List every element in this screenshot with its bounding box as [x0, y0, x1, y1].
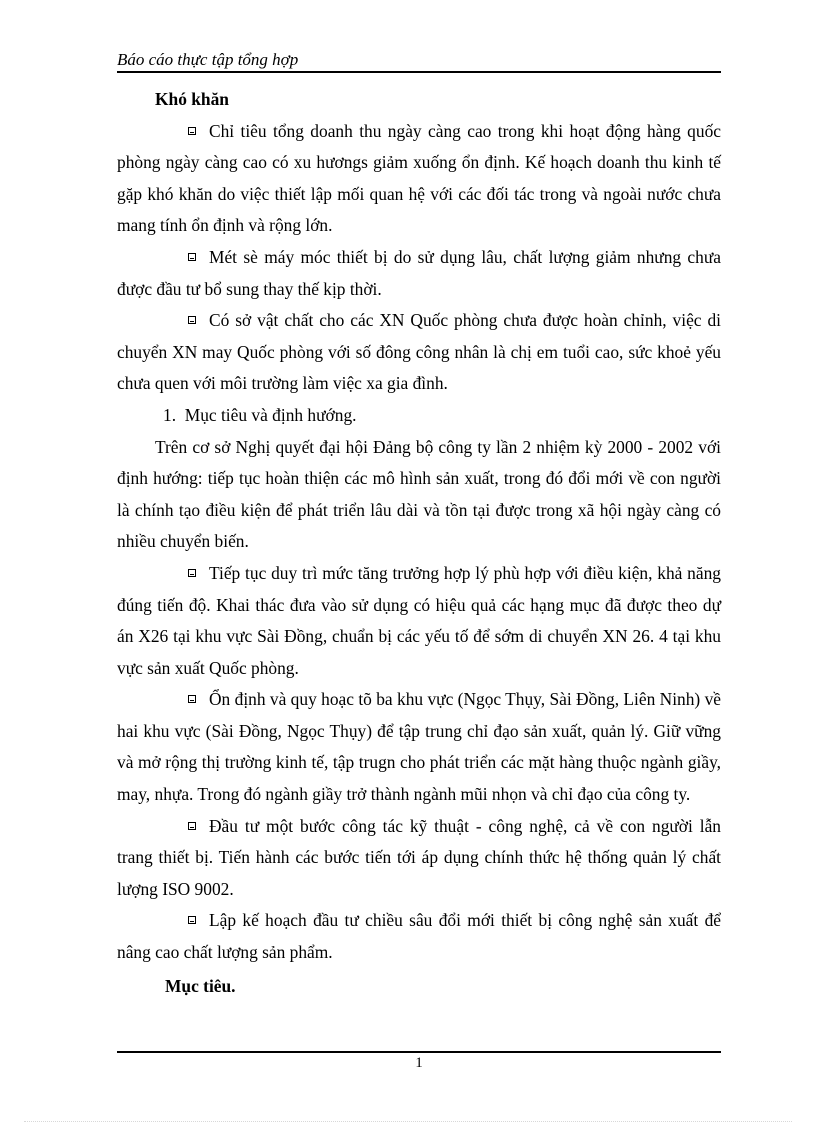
section-title: Mục tiêu và định hướng. [184, 404, 357, 425]
square-bullet-icon [188, 569, 196, 577]
page-header [117, 49, 721, 73]
orientation-item: Đầu tư một bước công tác kỹ thuật - công nghệ, cả về con người lẫn trang thiết bị. Tiến hành các bước tiến tới áp dụng chính thức hệ thống quản lý chất lượng ISO 9002. [117, 815, 721, 899]
orientation-item: Ổn định và quy hoạc tõ ba khu vực (Ngọc Thụy, Sài Đồng, Liên Ninh) về hai khu vực (Sài Đồng, Ngọc Thụy) để tập trung chỉ đạo sản xuất, quản lý. Giữ vững và mở rộng thị trường kinh tế, tập trugn cho phát triển các mặt hàng thuộc ngành giầy, may, nhựa. Trong đó ngành giầy trở thành ngành mũi nhọn và chỉ đạo của công ty. [117, 689, 721, 805]
difficulty-item: Có sở vật chất cho các XN Quốc phòng chưa được hoàn chỉnh, việc di chuyển XN may Quốc phòng với số đông công nhân là chị em tuổi cao, sức khoẻ yếu chưa quen với môi trường làm việc xa gia đình. [117, 310, 721, 394]
square-bullet-icon [188, 822, 196, 830]
square-bullet-icon [188, 316, 196, 324]
square-bullet-icon [188, 253, 196, 261]
square-bullet-icon [188, 916, 196, 924]
page-number: 1 [415, 1055, 423, 1071]
page-boundary [24, 1121, 792, 1122]
difficulty-item: Chỉ tiêu tổng doanh thu ngày càng cao trong khi hoạt động hàng quốc phòng ngày càng cao có xu hươngs giảm xuống ổn định. Kế hoạch doanh thu kinh tế gặp khó khăn do việc thiết lập mối quan hệ với các đối tác trong và ngoài nước chưa mang tính ổn định và rộng lớn. [117, 120, 721, 236]
targets-heading: Mục tiêu. [165, 975, 236, 996]
difficulty-item: Mét sè máy móc thiết bị do sử dụng lâu, chất lượng giảm nhưng chưa được đầu tư bổ sung thay thế kịp thời. [117, 246, 721, 299]
section-heading [117, 400, 721, 432]
difficulties-heading: Khó khăn [155, 89, 229, 109]
section-number: 1. [163, 404, 177, 425]
orientation-item: Tiếp tục duy trì mức tăng trưởng hợp lý phù hợp với điều kiện, khả năng đúng tiến độ. Khai thác đưa vào sử dụng có hiệu quả các hạng mục đã được theo dự án X26 tại khu vực Sài Đồng, chuẩn bị các yếu tố để sớm di chuyển XN 26. 4 tại khu vực sản xuất Quốc phòng. [117, 562, 721, 678]
square-bullet-icon [188, 695, 196, 703]
header-title: Báo cáo thực tập tổng hợp [117, 50, 299, 69]
square-bullet-icon [188, 127, 196, 135]
footer-rule [117, 1051, 721, 1053]
document-body [117, 84, 721, 1002]
orientation-item: Lập kế hoạch đầu tư chiều sâu đổi mới thiết bị công nghệ sản xuất để nâng cao chất lượng sản phẩm. [117, 910, 721, 963]
intro-paragraph: Trên cơ sở Nghị quyết đại hội Đảng bộ công ty lần 2 nhiệm kỳ 2000 - 2002 với định hướng: tiếp tục hoàn thiện các mô hình sản xuất, trong đó đổi mới về con người là chính tạo điều kiện để phát triển lâu dài và tồn tại được trong xã hội ngày càng có nhiều chuyển biến. [117, 436, 721, 552]
